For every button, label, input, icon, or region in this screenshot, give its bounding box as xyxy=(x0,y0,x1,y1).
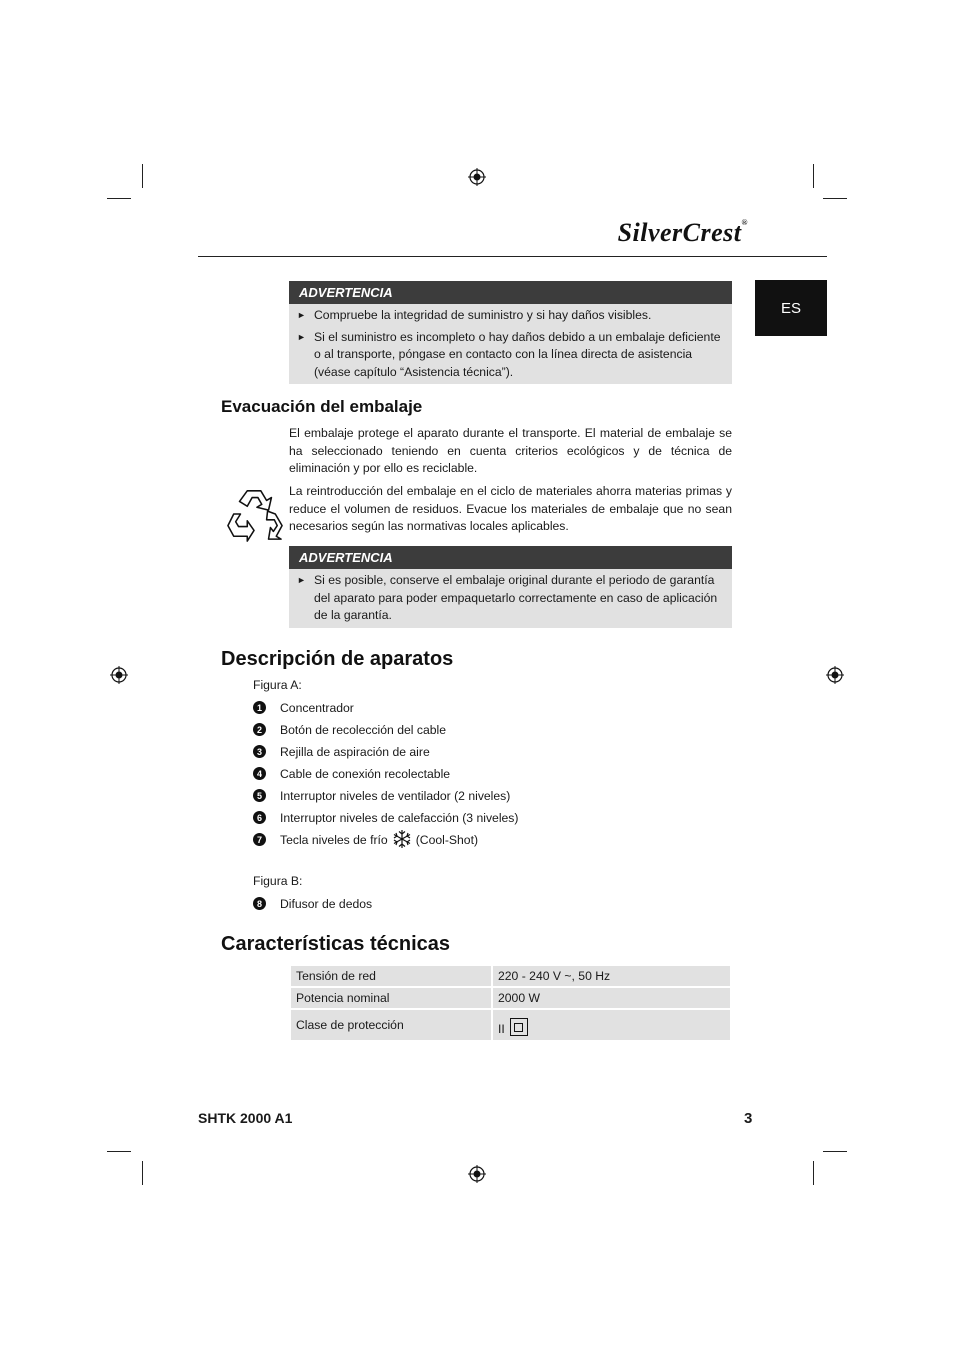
spec-table xyxy=(289,964,732,1042)
crop-mark xyxy=(813,164,814,188)
spec-label: Tensión de red xyxy=(291,966,491,986)
registration-mark-icon xyxy=(468,168,486,186)
part-number-badge: 7 xyxy=(253,833,266,846)
crop-mark xyxy=(823,1151,847,1152)
figure-label: Figura A: xyxy=(253,678,302,692)
warning-box xyxy=(289,546,732,628)
crop-mark xyxy=(813,1161,814,1185)
crop-mark xyxy=(107,198,131,199)
arrow-bullet-icon: ► xyxy=(297,575,306,585)
paragraph: La reintroducción del embalaje en el ciclo de materiales ahorra materias primas y reduce el volumen de residuos. Evacue los materiales de embalaje que no sean necesarios según las normativas locales aplicables. xyxy=(289,484,732,533)
recycle-icon xyxy=(226,485,284,543)
warning-item: ► Si es posible, conserve el embalaje original durante el periodo de garantía del aparato para poder empaquetarlo correctamente en caso de aplicación de la garantía. xyxy=(297,573,718,622)
part-number-badge: 5 xyxy=(253,789,266,802)
table-row xyxy=(291,988,730,1008)
part-number-badge: 2 xyxy=(253,723,266,736)
crop-mark xyxy=(107,1151,131,1152)
warning-title: ADVERTENCIA xyxy=(289,281,732,304)
section-heading: Características técnicas xyxy=(221,933,451,955)
crop-mark xyxy=(142,1161,143,1185)
language-tab: ES xyxy=(755,280,827,336)
registration-mark-icon xyxy=(468,1165,486,1183)
warning-title: ADVERTENCIA xyxy=(289,546,732,569)
section-heading: Descripción de aparatos xyxy=(221,648,454,670)
warning-box xyxy=(289,281,732,384)
part-number-badge: 6 xyxy=(253,811,266,824)
brand-logo: SilverCrest® xyxy=(617,218,748,247)
part-number-badge: 4 xyxy=(253,767,266,780)
spec-value: 220 - 240 V ~, 50 Hz xyxy=(493,966,730,986)
model-number: SHTK 2000 A1 xyxy=(198,1110,293,1126)
spec-label: Potencia nominal xyxy=(291,988,491,1008)
spec-value: 2000 W xyxy=(493,988,730,1008)
part-number-badge: 3 xyxy=(253,745,266,758)
arrow-bullet-icon: ► xyxy=(297,310,306,320)
registration-mark-icon xyxy=(110,666,128,684)
header-rule xyxy=(198,256,827,257)
spec-value: II xyxy=(493,1010,730,1040)
part-number-badge: 1 xyxy=(253,701,266,714)
spec-label: Clase de protección xyxy=(291,1010,491,1040)
figure-label: Figura B: xyxy=(253,874,303,888)
crop-mark xyxy=(823,198,847,199)
protection-class-ii-icon xyxy=(510,1018,528,1036)
warning-item: ► Compruebe la integridad de suministro y si hay daños visibles. xyxy=(297,307,722,325)
arrow-bullet-icon: ► xyxy=(297,331,306,342)
warning-item: ► Si el suministro es incompleto o hay daños debido a un embalaje deficiente o al transporte, póngase en contacto con la línea directa de asistencia (véase capítulo “Asistencia técnica”). xyxy=(297,329,721,379)
part-number-badge: 8 xyxy=(253,897,266,910)
table-row xyxy=(291,966,730,986)
table-row xyxy=(291,1010,730,1040)
registration-mark-icon xyxy=(826,666,844,684)
crop-mark xyxy=(142,164,143,188)
paragraph: El embalaje protege el aparato durante el transporte. El material de embalaje se ha seleccionado teniendo en cuenta criterios ecológicos y de técnica de eliminación y por ello es reciclable. xyxy=(289,426,732,475)
page-number: 3 xyxy=(744,1110,753,1127)
section-heading: Evacuación del embalaje xyxy=(221,397,423,416)
snowflake-icon xyxy=(392,829,412,849)
